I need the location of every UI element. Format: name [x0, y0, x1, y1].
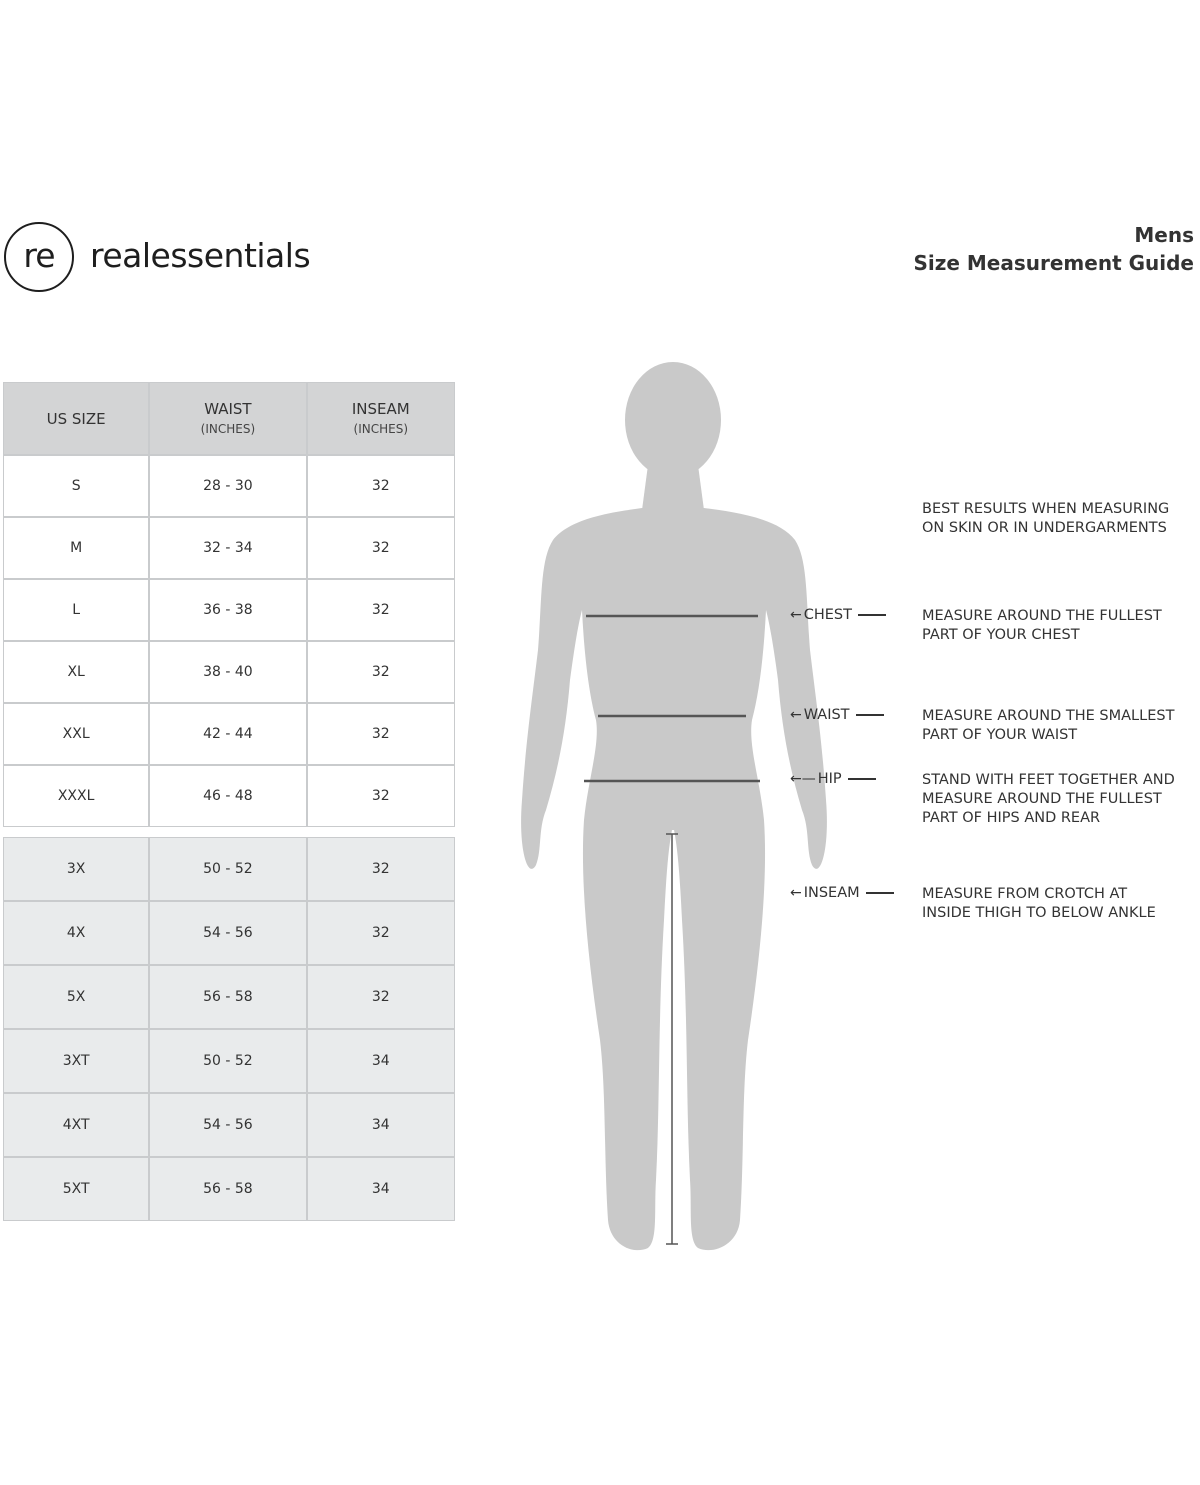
brand-logo [4, 218, 364, 296]
cell-waist: 28 - 30 [149, 455, 306, 517]
cell-waist: 32 - 34 [149, 517, 306, 579]
cell-inseam: 32 [307, 703, 455, 765]
cell-size: S [3, 455, 149, 517]
cell-waist: 46 - 48 [149, 765, 306, 827]
cell-size: 3X [3, 837, 149, 901]
cell-inseam: 32 [307, 837, 455, 901]
cell-inseam: 32 [307, 455, 455, 517]
cell-waist: 54 - 56 [149, 1093, 306, 1157]
waist-description: MEASURE AROUND THE SMALLEST PART OF YOUR WAIST [922, 708, 1175, 743]
cell-size: XXL [3, 703, 149, 765]
table-row [3, 765, 455, 827]
cell-size: 3XT [3, 1029, 149, 1093]
cell-inseam: 32 [307, 965, 455, 1029]
cell-size: M [3, 517, 149, 579]
guide-title [913, 221, 1194, 277]
cell-size: L [3, 579, 149, 641]
header-us-size: US SIZE [3, 382, 149, 455]
table-row [3, 901, 455, 965]
table-row [3, 965, 455, 1029]
cell-size: XL [3, 641, 149, 703]
cell-inseam: 34 [307, 1157, 455, 1221]
table-row [3, 703, 455, 765]
inseam-label: ← INSEAM [790, 885, 894, 901]
body-figure [508, 360, 848, 1260]
cell-waist: 50 - 52 [149, 1029, 306, 1093]
chest-label: ← CHEST [790, 607, 886, 623]
cell-size: 5X [3, 965, 149, 1029]
cell-inseam: 34 [307, 1093, 455, 1157]
cell-inseam: 34 [307, 1029, 455, 1093]
logo-mark: re [4, 222, 74, 292]
cell-size: 4XT [3, 1093, 149, 1157]
body-silhouette-icon [508, 360, 848, 1260]
table-gap [3, 827, 455, 837]
cell-inseam: 32 [307, 579, 455, 641]
cell-size: 4X [3, 901, 149, 965]
brand-name: realessentials [90, 235, 311, 275]
table-row [3, 1157, 455, 1221]
table-row [3, 837, 455, 901]
table-row [3, 641, 455, 703]
cell-waist: 56 - 58 [149, 965, 306, 1029]
table-row [3, 455, 455, 517]
arrow-left-icon: ← [790, 885, 802, 901]
size-table [3, 382, 455, 1221]
arrow-left-icon: ←— [790, 771, 816, 787]
table-row [3, 579, 455, 641]
table-row [3, 517, 455, 579]
cell-waist: 54 - 56 [149, 901, 306, 965]
cell-waist: 38 - 40 [149, 641, 306, 703]
cell-size: XXXL [3, 765, 149, 827]
chest-description: MEASURE AROUND THE FULLEST PART OF YOUR CHEST [922, 608, 1162, 643]
best-results-note: BEST RESULTS WHEN MEASURING ON SKIN OR IN UNDERGARMENTS [922, 501, 1170, 536]
hip-description: STAND WITH FEET TOGETHER AND MEASURE AROUND THE FULLEST PART OF HIPS AND REAR [922, 772, 1175, 826]
header-inseam: INSEAM (INCHES) [307, 382, 455, 455]
cell-inseam: 32 [307, 517, 455, 579]
inseam-description: MEASURE FROM CROTCH AT INSIDE THIGH TO BELOW ANKLE [922, 886, 1156, 921]
cell-waist: 50 - 52 [149, 837, 306, 901]
cell-inseam: 32 [307, 641, 455, 703]
arrow-left-icon: ← [790, 607, 802, 623]
table-header-row [3, 382, 455, 455]
cell-inseam: 32 [307, 901, 455, 965]
table-row [3, 1029, 455, 1093]
cell-waist: 36 - 38 [149, 579, 306, 641]
hip-label: ←— HIP [790, 771, 876, 787]
cell-waist: 56 - 58 [149, 1157, 306, 1221]
header-waist: WAIST (INCHES) [149, 382, 306, 455]
waist-label: ← WAIST [790, 707, 884, 723]
guide-title-line2: Size Measurement Guide [913, 251, 1194, 275]
cell-inseam: 32 [307, 765, 455, 827]
cell-waist: 42 - 44 [149, 703, 306, 765]
guide-title-line1: Mens [1134, 223, 1194, 247]
arrow-left-icon: ← [790, 707, 802, 723]
cell-size: 5XT [3, 1157, 149, 1221]
table-row [3, 1093, 455, 1157]
